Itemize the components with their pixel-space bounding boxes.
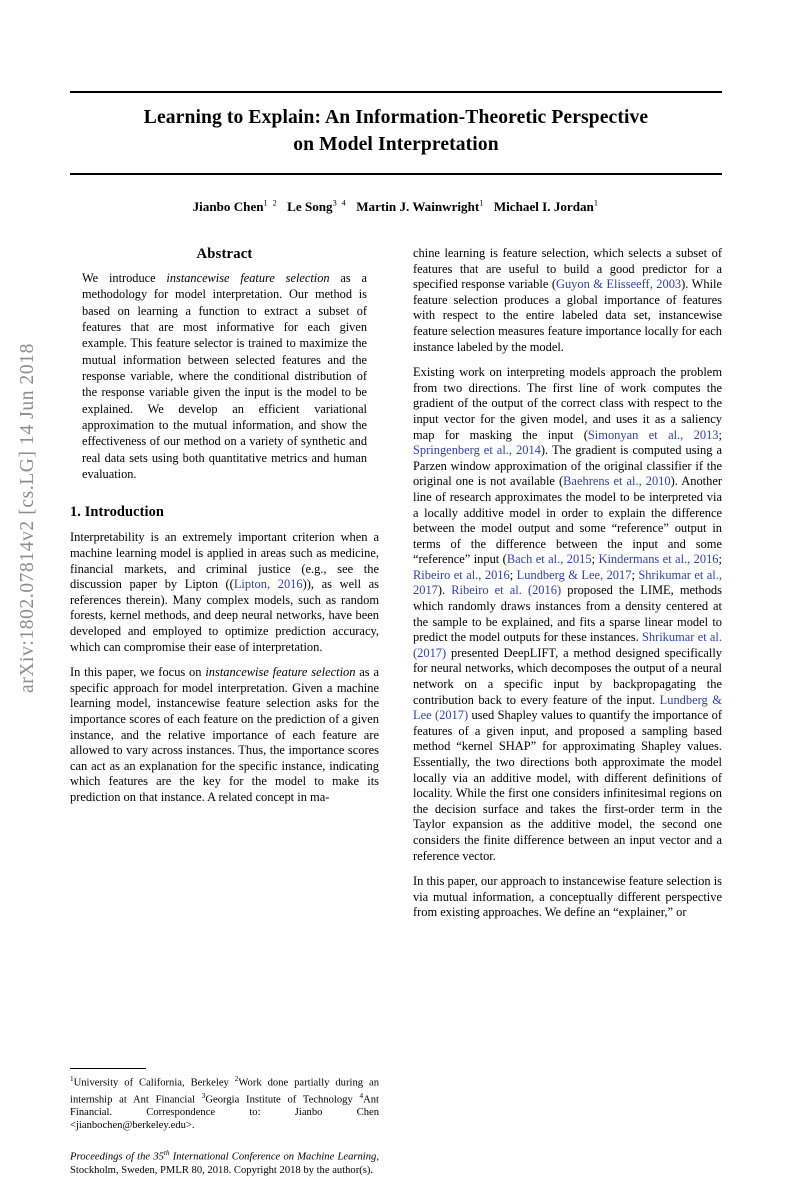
body-text: )), as well as references therein). Many complex models, such as random forests, kernel methods, and deep neural networks, have been developed and employed to optimize prediction accuracy, which can compromise their ease of interpretation. — [70, 577, 380, 654]
right-paragraph-1 — [413, 246, 722, 355]
author-4 — [494, 199, 600, 214]
proceedings-italic-prefix: Proceedings of the 35 — [70, 1151, 164, 1163]
body-text: ; — [509, 567, 517, 582]
citation-link[interactable]: Simonyan et al., 2013 — [587, 427, 719, 442]
author-name: Michael I. Jordan — [493, 199, 594, 215]
author-name: Le Song — [287, 199, 333, 215]
author-3 — [356, 199, 485, 214]
body-text: ). While feature selection produces a global importance of features with respect to the entire labeled data set, instancewise feature selection measures feature importance locally for each instance labeled by the model. — [413, 277, 723, 354]
citation-link[interactable]: Ribeiro et al. (2016) — [451, 583, 562, 598]
abstract-heading: Abstract — [196, 246, 253, 262]
author-2 — [287, 199, 347, 214]
content-columns — [70, 246, 723, 1177]
author-name: Martin J. Wainwright — [356, 199, 480, 215]
citation-link[interactable]: Lipton, 2016 — [233, 577, 303, 592]
footnote-marker-3: 3 — [201, 1091, 206, 1100]
citation-link[interactable]: Lundberg & Lee (2017) — [413, 692, 722, 723]
body-text: ; — [718, 552, 722, 567]
proceedings-italic-middle: International Conference on Machine Learning — [169, 1151, 377, 1163]
author-name: Jianbo Chen — [192, 199, 264, 215]
header-rule-top — [70, 91, 722, 93]
intro-paragraph-1 — [70, 530, 379, 655]
citation-link[interactable]: Shrikumar et al., 2017 — [413, 567, 722, 598]
body-text: We introduce — [82, 271, 167, 285]
body-text: ; — [718, 427, 722, 442]
footnote-block — [70, 1068, 379, 1177]
footnote-proceedings — [70, 1147, 379, 1177]
author-affiliation-marker: 1 — [479, 199, 485, 208]
citation-link[interactable]: Baehrens et al., 2010 — [563, 474, 671, 489]
proceedings-roman-rest: , Stockholm, Sweden, PMLR 80, 2018. Copyright 2018 by the author(s). — [70, 1151, 379, 1177]
footnote-affiliation-text: Georgia Institute of Technology — [205, 1094, 360, 1106]
arxiv-stamp — [0, 0, 56, 1024]
intro-paragraph-2 — [70, 665, 379, 805]
footnote-marker-2: 2 — [234, 1075, 239, 1083]
author-list — [70, 199, 722, 215]
left-column — [70, 246, 380, 1177]
footnote-separator — [70, 1068, 146, 1069]
abstract-text — [82, 270, 367, 482]
arxiv-stamp-text: arXiv:1802.07814v2 [cs.LG] 14 Jun 2018 — [17, 343, 38, 693]
body-text: ). The gradient is computed using a Parzen window approximation of the original classifier if the original one is not available ( — [413, 443, 722, 489]
body-text: ). — [437, 583, 452, 598]
emphasis-text: instancewise feature selection — [166, 271, 330, 285]
citation-link[interactable]: Lundberg & Lee, 2017 — [516, 567, 632, 582]
citation-link[interactable]: Kindermans et al., 2016 — [598, 552, 719, 567]
footnote-affiliation-text: University of California, Berkeley — [73, 1077, 235, 1089]
body-text: ). Another line of research approximates the model to be interpreted via a locally additive model in order to explain the difference between the model output and some “reference” output in terms of the difference between the input and some “reference” input ( — [413, 474, 722, 567]
body-text: In this paper, we focus on — [70, 665, 206, 680]
footnote-marker-1: 1 — [70, 1075, 74, 1083]
body-text: as a specific approach for model interpretation. Given a machine learning model, instancewise feature selection asks for the importance scores of each feature on the prediction of a given instance, and the relative importance of each feature are allowed to vary across instances. Thus, the importance scores can act as an explanation for the specific instance, indicating which features are the key for the model to make its prediction on that instance. A related concept in ma- — [70, 665, 379, 804]
right-paragraph-3 — [413, 874, 722, 921]
footnote-affiliation-text: Work done partially during an internship at Ant Financial — [70, 1077, 379, 1106]
citation-link[interactable]: Bach et al., 2015 — [506, 552, 592, 567]
body-text: as a methodology for model interpretation. Our method is based on learning a function to extract a subset of features that are most informative for each given example. This feature selector is trained to maximize the mutual information between selected features and the response variable, where the conditional distribution of the response variable given the input is the model to be explained. We develop an efficient variational approximation to the mutual information, and show the effectiveness of our method on a variety of synthetic and real data sets using both quantitative metrics and human evaluation. — [82, 271, 367, 482]
citation-link[interactable]: Guyon & Elisseeff, 2003 — [555, 277, 682, 292]
footnote-affiliations — [70, 1073, 379, 1132]
author-1 — [193, 199, 279, 214]
footnote-affiliation-text: Ant Financial. Correspondence to: Jianbo Chen <jianbochen@berkeley.edu>. — [70, 1094, 379, 1132]
paper-page — [70, 0, 723, 1177]
body-text: Existing work on interpreting models approach the problem from two directions. The first line of work computes the gradient of the output of the correct class with respect to the input vector for the given model, and uses it as a saliency map for masking the input ( — [413, 365, 722, 442]
body-text: In this paper, our approach to instancewise feature selection is via mutual information, a conceptually different perspective from existing approaches. We define an “explainer,” or — [413, 874, 722, 920]
author-affiliation-marker: 1 — [593, 199, 600, 208]
title-line-1: Learning to Explain: An Information-Theoretic Perspective — [143, 107, 649, 128]
paper-title — [70, 104, 722, 158]
author-affiliation-marker: 3 4 — [332, 199, 348, 208]
body-text: chine learning is feature selection, which selects a subset of features that are useful to build a good predictor for a specified response variable ( — [413, 246, 722, 292]
right-column — [413, 246, 722, 921]
right-paragraph-2 — [413, 365, 722, 864]
citation-link[interactable]: Springenberg et al., 2014 — [413, 443, 541, 458]
title-line-2: on Model Interpretation — [293, 134, 499, 155]
author-affiliation-marker: 1 2 — [263, 199, 279, 208]
body-text: Interpretability is an extremely important criterion when a machine learning model is applied in areas such as medicine, financial markets, and criminal justice (e.g., see the discussion paper by Lipton (( — [70, 530, 379, 592]
body-text: used Shapley values to quantify the importance of features of a given input, and proposed a sampling based method “kernel SHAP” for approximating Shapley values. Essentially, the two directions both approximate the model locally via an additive model, with different definitions of locality. While the first one considers infinitesimal regions on the decision surface and takes the first-order term in the Taylor expansion as the additive model, the second one considers the finite difference between an input vector and a reference vector. — [413, 708, 722, 863]
body-text: presented DeepLIFT, a method designed specifically for neural networks, which decomposes the output of a neural network on a specific input by backpropagating the contribution back to every feature of the input. — [413, 645, 722, 707]
section-heading-introduction: 1. Introduction — [70, 504, 164, 521]
body-text: proposed the LIME, methods which randomly draws instances from a density centered at the sample to be explained, and fits a sparse linear model to predict the model outputs for these instances. — [413, 583, 722, 645]
footnote-marker-4: 4 — [359, 1091, 364, 1100]
body-text: ; — [591, 552, 599, 567]
citation-link[interactable]: Shrikumar et al. (2017) — [413, 630, 722, 660]
emphasis-text: instancewise feature selection — [205, 665, 356, 680]
header-rule-bottom — [70, 173, 722, 175]
body-text: ; — [631, 567, 639, 582]
proceedings-ordinal-suffix: th — [163, 1149, 170, 1158]
citation-link[interactable]: Ribeiro et al., 2016 — [413, 567, 510, 582]
